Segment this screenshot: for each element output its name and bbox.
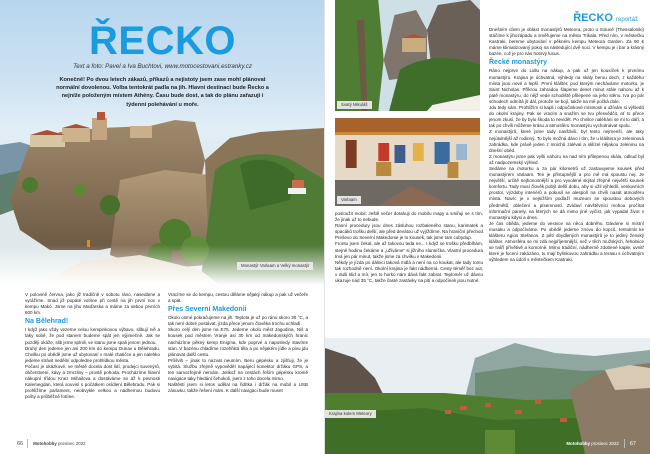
right-page — [325, 0, 650, 454]
issue-date: prosinec 2022 — [591, 441, 619, 446]
paragraph: Okolo osmé pokračujeme na jih. Teplota je už po ránu skoro 30 °C, a tak není dobré postávat, jízda přece jenom člověka trochu ochladí. — [168, 315, 308, 327]
photo-illustration — [325, 338, 650, 454]
paragraph: Vracíme se do kempu, cestou děláme nějaký nákup a pak už večeře a spát. — [168, 292, 308, 304]
paragraph: Z monastýru jsme pak vyšli nahoru na nad ním přilepenou skálu, odkud byl až nadpozemský výhled. — [489, 153, 644, 165]
section-subtitle: reportáž — [615, 17, 638, 23]
right-column-1 — [335, 211, 483, 335]
folio-divider — [624, 439, 625, 448]
article-title: ŘECKO — [89, 19, 236, 63]
paragraph: Někdy je jízda po dálnici taková mdlá a není na co koukat, ale tady tomu tak rozhodně není. Okolní krajina je fakt nádherná. Cesty téměř bez aut, v duši klid a mír, jen to horko nám dává fakt zabrat. Teploměr už dávno ukazuje nad 35 °C, takže časté zastávky na pití a odpočinek jsou nutné. — [335, 259, 483, 284]
paragraph: Dnešním cílem je oblast monastýrů Meteora, proto u Soluně (Thessaloniki) stáčíme k jihozápadu a směřujeme na město Trikala. Před ním, v městečku Kastraki, bereme ubytování v pěkném kempu Meteora Garden. Za 90 € máme klimatizovaný pokoj na následující dvě noci. V kempu je i bar a krásný bazén, což je pro nás hotový luxus. — [489, 27, 644, 57]
hero-caption: Monastýr Varlaam a Velký monastýr — [237, 262, 313, 270]
paragraph: Z monastýrů, které jsme tady navštívili, byl tento nejmenší, ale taky nejútulnější až rodinný. To bylo možná dáno i tím, že u kláštera je zeleninová zahrádka, kde právě jeden z mnichů zaléval a sklízel nějakou zeleninu na dnešní oběd. — [489, 129, 644, 153]
photo-illustration — [335, 118, 480, 206]
paragraph: I když jako vždy vezeme celou kempinkovou výbavu, slibují Ivě a taky sobě, že pod stanem budeme spát jen výjimečně. Jak se později ukáže, slib jsme splnili, ve stanu jsme spali jenom jednou. — [25, 327, 160, 345]
paragraph: Jdu tedy sám. Prohlížím si kapli i odpočinkové místnosti a užívám si výhledů do okolní krajiny. Pak se vracím a snažím se Ivu přesvědčit, ať to přece jenom zkusí, že by bylo škoda to nevidět. Po chvilce naléhání se mi to daří, a tak po chvíli můžeme krásu a atmosféru monastýru vychutnávat spolu. — [489, 105, 644, 129]
paragraph: Sedáme na motorku a za pár kilometrů už zastavujeme kousek před monastýrem Varlaam. Ten je přístupnější a pro mě má spoustu nej. Je největší, určitě nejhonosnější a pro vyvolené skýtal zřejmě největší kousek komfortu. Tady musí člověk pobýt delší dobu, aby si užil výhledů, venkovních prostor, výzdoby interiérů a pokusil se alespoň na chvíli nasát atmosféru místa. Navíc je v nejnižším podlaží muzeum se spoustou dobových předmětů, oblečení a písemností. Zvídaví návštěvníci mohou pročítat informační panely, na kterých se dá mimo jiné vyčíst, jak vypadal život v monastýru kdysi a dnes. — [489, 165, 644, 220]
hero-photo-meteora — [0, 0, 325, 285]
paragraph: Frontu jsem čekal, ale až takovou teda ne... I když se trošku předbíhám, stejně hodinu čekáme a „užíváme“ si jižního slunníčka. Vlastní procedura trvá jen pár minut, takže jsme za chvilku v Makedonii. — [335, 241, 483, 259]
left-column-1 — [25, 292, 160, 436]
paragraph: Počasí je ukázkové, ve městě docela dost lidí, prodejci suvenýrů, občerstvení, kávy a zmrzliny – prostě pohoda. Procházíme hlavní nákupní třídou Knez Mihailova a dostáváme se až k pevnosti Kalemegdan, která souvisí s počátkem osídlení Bělehradu. Pak si prohlížíme parlament, neobvykle velkou a nádhernou budovu pošty a průběžně fotíme. — [25, 363, 160, 400]
page-number: 67 — [629, 441, 636, 447]
section-title: ŘECKO — [573, 12, 613, 24]
photo-meteora-landscape — [325, 338, 650, 454]
photo-caption: Svatý Mikuláš — [337, 101, 372, 109]
lead-paragraph: Konečně! Po dvou letech zákazů, příkazů a nejistoty jsem zase mohl plánovat normální dovolenou. Volba tentokrát padla na jih. Hlavní destinací bude Řecko a nejníže položeným místem Athény. Času bude dost, a tak do plánu zařazuji i týdenní polehávání u moře. — [56, 77, 269, 108]
subheading: Řecké monastýry — [489, 59, 547, 67]
folio-right — [566, 439, 640, 449]
paragraph: Průšvih – jinak to nazvat neumím. Beru gépésku a zjišťuji, že je vybitá. Službu zřejmě vypověděl napájecí konektor držáku GPS, a ten samozřejmě nemám. Jelikož na cestách řeším gépésku kromě navigace taky hledání čehokoli, jsem z toho docela mimo. — [168, 357, 308, 382]
subheading: Na Bělehrad! — [25, 318, 69, 326]
section-header — [573, 12, 638, 26]
paragraph: posloužit mobil. Ještě večer dotahuji do mobilu mapy a smiřuji se s tím, že jinak už to nebude. — [335, 211, 483, 223]
subheading: Přes Severní Makedonii — [168, 306, 247, 314]
photo-saint-nicholas — [335, 0, 480, 111]
paragraph: Druhý den jedeme jen asi 200 km do kempu Dunav u Bělehradu. Chvilku po obědě jsme už ubytovaní v malé chatičce a jen nalehko jedeme strávit nedělní odpoledne prohlídkou města. — [25, 345, 160, 363]
magazine-name: Motohobby — [33, 441, 57, 446]
right-column-2 — [489, 27, 644, 335]
folio-left — [17, 439, 86, 449]
issue-date: prosinec 2022 — [58, 441, 86, 446]
paragraph: V polovině června, jako již tradičně v sobotu ráno, nasedáme a vyrážíme. Snad již popáté volíme při cestě na jih první noc v kempu Makó. Jsme na jihu Maďarska a máme za sebou prvních 600 km. — [25, 292, 160, 316]
page-number: 66 — [17, 441, 24, 447]
photo-caption: Varlaam — [337, 196, 361, 204]
folio-divider — [27, 439, 28, 448]
magazine-name: Motohobby — [566, 441, 591, 446]
paragraph: Ranní procedury jsou dnes zásluhou rozbaleného stanu, karimatek a spacáků trošku delší, ale před devátou už vyjíždíme. Na hraniční přechod Preševo do Severní Makedonie je to kousek, tak jsme tam cobydup. — [335, 223, 483, 241]
photo-varlaam-interior — [335, 118, 480, 206]
paragraph: Je čas oběda, jedeme do vesnice na něco dobrého. Dáváme si místní musaku a odpočíváme. Po obědě jedeme znovu do kopců, tentokrát ke klášteru Agios Stefanos. Z pěti obydlených monastýrů je to jediný ženský klášter. Atmosféra se mi zdá nejpříjemnější, než v těch mužských, řeholnice se tváří přívětivě a komorně. Mimo tradiční, nádherně zdobené kaple, uvnitř které je focení zakázáno, tu mají bylinkovou zahrádku a terasu s úchvatným výhledem na údolí s městečkem Kastraki. — [489, 220, 644, 263]
paragraph: Skoro celý den jsme na E75. Jedeme okolo měst Jagodina, Niš a kousek pod městem Vranje asi 30 km od makedonských hranic nacházíme pěkný kemp Enigma, kde poprvé a naposledy stavíme stan. V bazénu chladíme rozehřátá těla a po nějakém jídle a pivu jdu plánovat další cestu. — [168, 327, 308, 357]
byline: Text a foto: Pavel a Iva Buchtovi, www.motocestovani.estranky.cz — [73, 63, 252, 70]
photo-illustration — [335, 0, 480, 111]
paragraph: Naštěstí jsem si letos udělal na řidítka i držák na mobil a USB zásuvku, takže řešení mám. K další navigaci bude muset — [168, 382, 308, 394]
photo-caption: Krajina kolem Meteory — [325, 410, 376, 418]
paragraph: Ráno nejprve do Lidlu na nákup, a pak už jen kousíček k prvnímu monastýru. Krajina je úchvatná, výhledy na skály berou dech, z každého místa jsou nové a lepší. První klášter, pod kterým necháváme motorku, je Saint Nicholas. Příkrou zahradou šlapeme deset minut stále nahoru až k patě monastýru, do nějž vede schodiště přilepené na jeho stěnu. Iva po pár schodech odmítá jít dál, protože se bojí, takže na mě počká dole. — [489, 68, 644, 104]
left-column-2 — [168, 292, 308, 436]
